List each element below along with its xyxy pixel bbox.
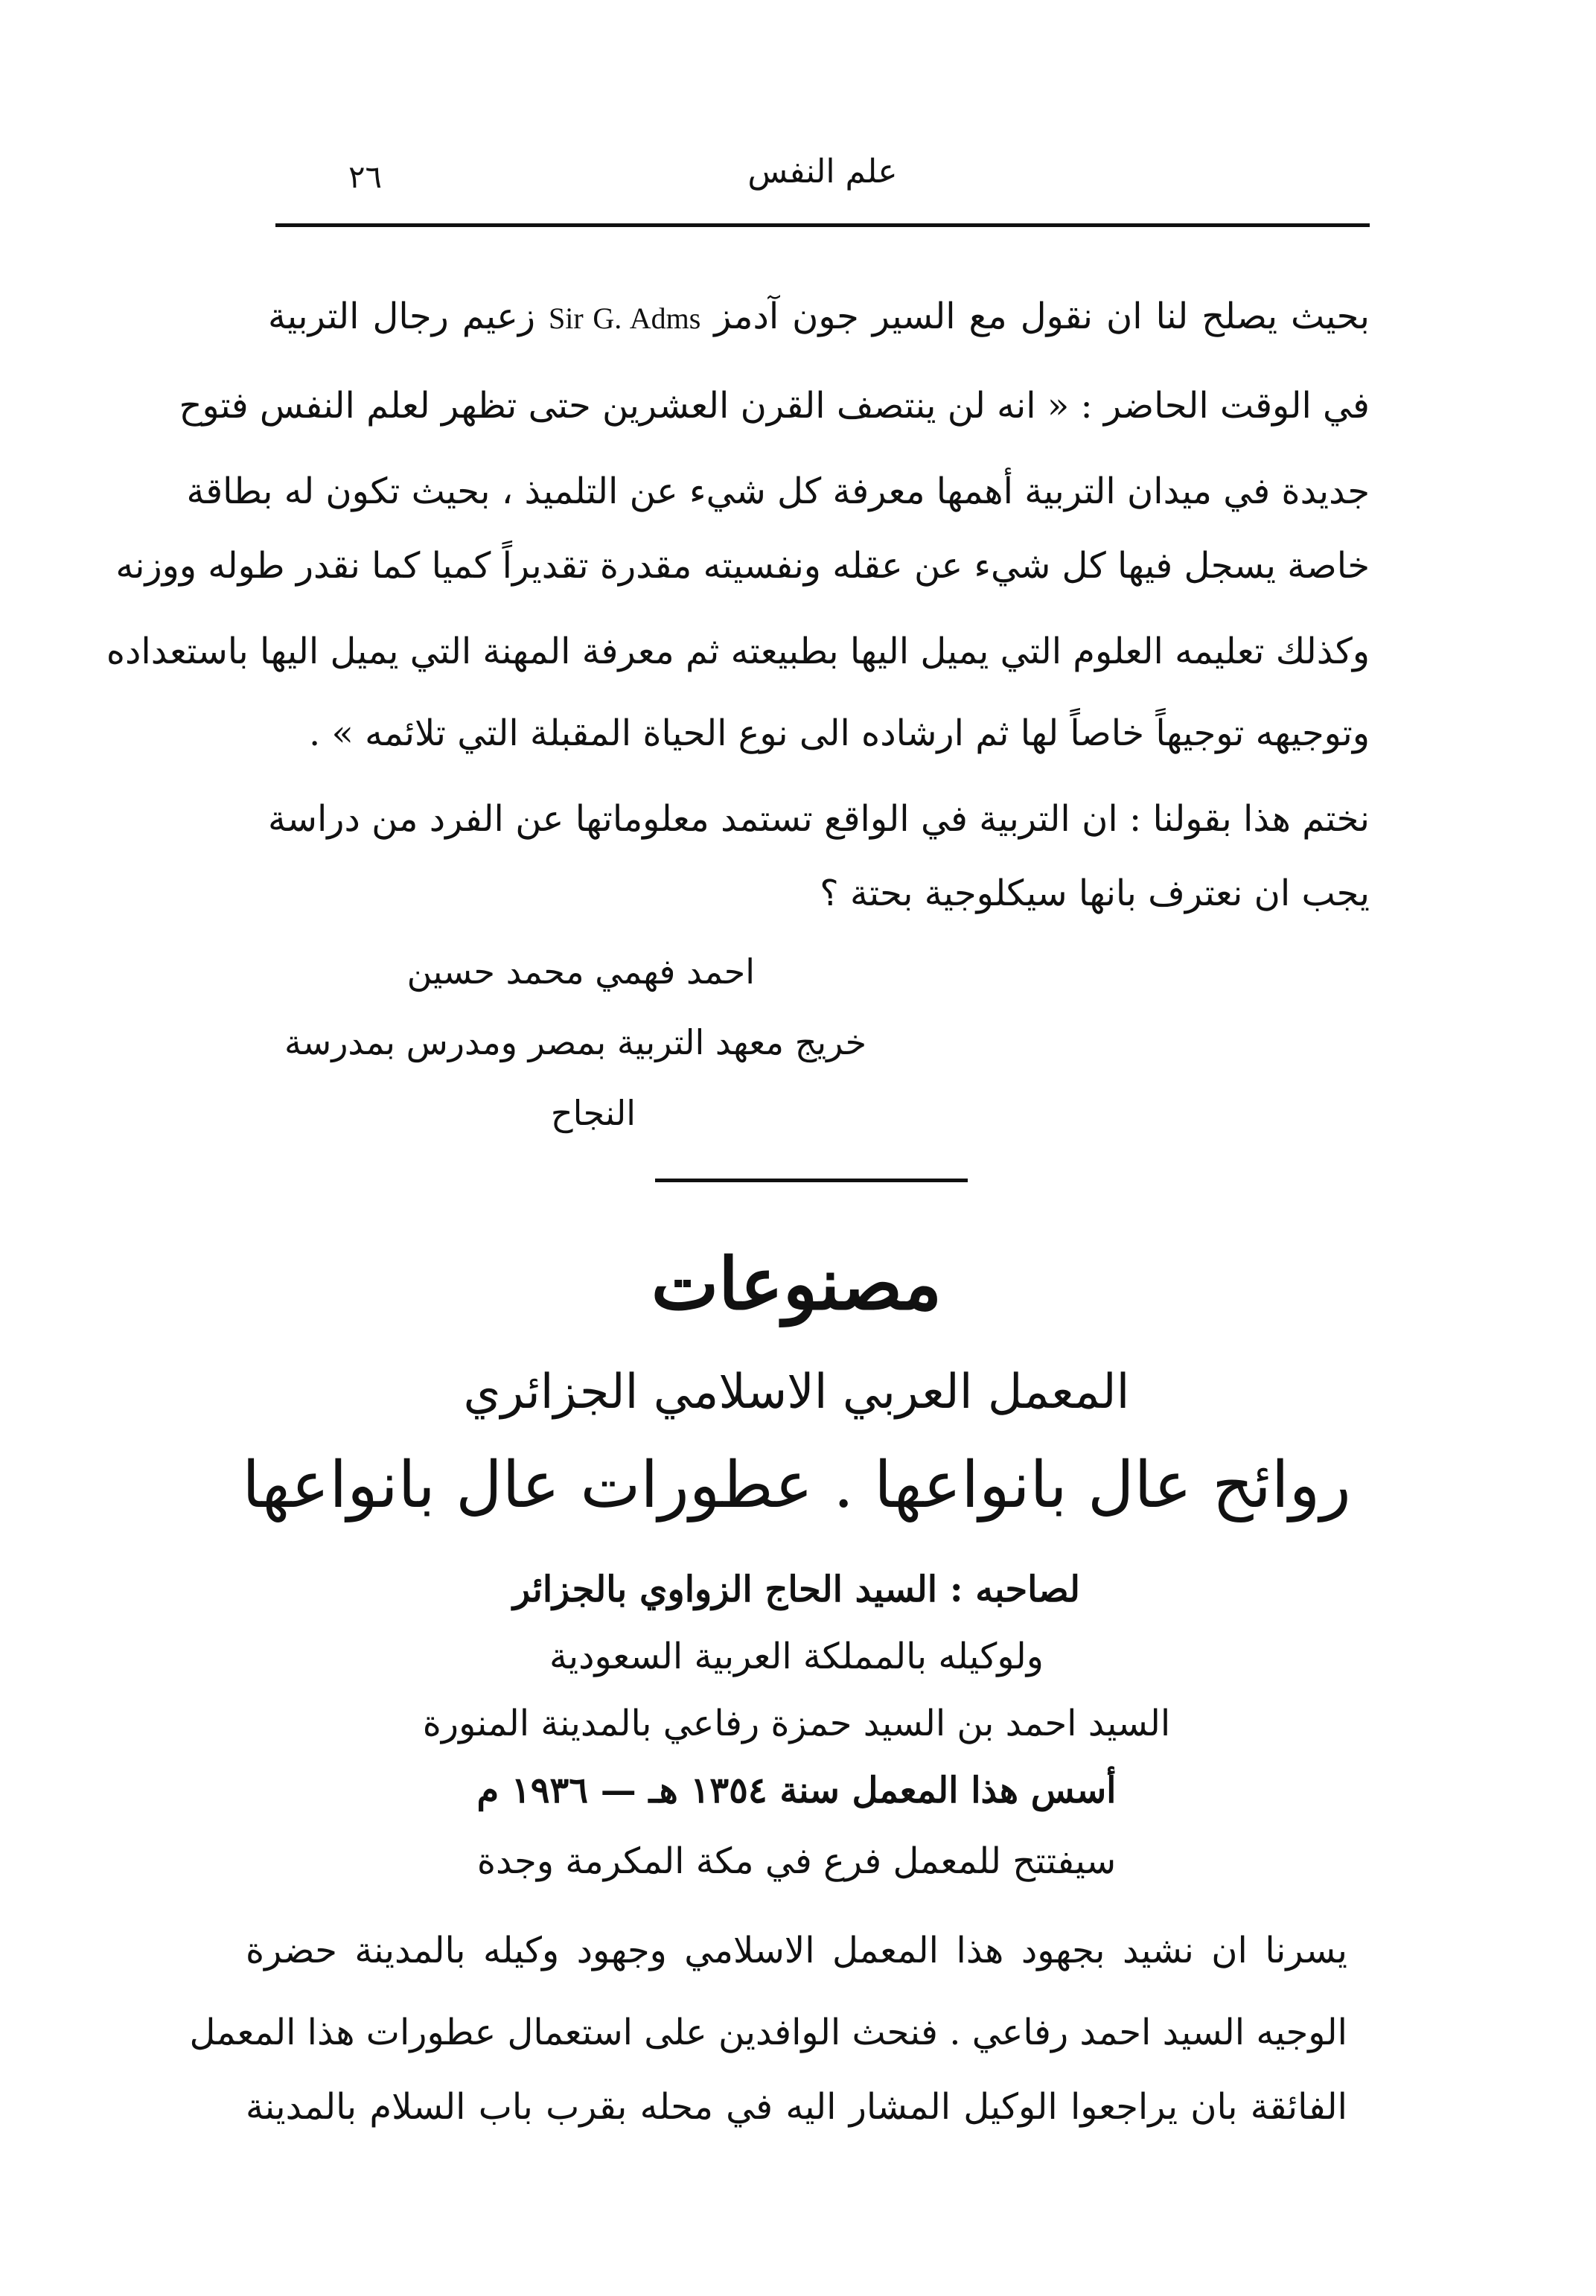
section-divider: [655, 1179, 968, 1182]
ad-paragraph-line: يسرنا ان نشيد بجهود هذا المعمل الاسلامي وجهود وكيله بالمدينة حضرة: [246, 1930, 1347, 1971]
page-number: ٢٦: [348, 159, 383, 195]
article-line: جديدة في ميدان التربية أهمها معرفة كل شيء عن التلميذ ، بحيث تكون له بطاقة: [186, 471, 1370, 512]
ad-slogan: روائح عال بانواعها . عطورات عال بانواعها: [242, 1448, 1351, 1522]
ad-founded: أسس هذا المعمل سنة ١٣٥٤ هـ — ١٩٣٦ م: [476, 1770, 1117, 1811]
article-line: خاصة يسجل فيها كل شيء عن عقله ونفسيته مقدرة تقديراً كميا كما نقدر طوله ووزنه: [115, 545, 1370, 587]
running-title: علم النفس: [747, 153, 898, 191]
ad-agent-name: السيد احمد بن السيد حمزة رفاعي بالمدينة المنورة: [422, 1703, 1171, 1744]
article-line: في الوقت الحاضر : « انه لن ينتصف القرن العشرين حتى تظهر لعلم النفس فتوح: [179, 385, 1370, 427]
author-affiliation: خريج معهد التربية بمصر ومدرس بمدرسة: [284, 1022, 866, 1062]
ad-branch: سيفتتح للمعمل فرع في مكة المكرمة وجدة: [476, 1840, 1117, 1882]
page-header: [275, 153, 1370, 205]
article-line: يجب ان نعترف بانها سيكلوجية بحتة ؟: [820, 873, 1370, 914]
article-line: وتوجيهه توجيهاً خاصاً لها ثم ارشاده الى نوع الحياة المقبلة التي تلائمه » .: [309, 712, 1370, 754]
article-line: بحيث يصلح لنا ان نقول مع السير جون آدمز Sir G. Adms زعيم رجال التربية: [268, 296, 1370, 337]
ad-agent-intro: ولوكيله بالمملكة العربية السعودية: [549, 1636, 1044, 1677]
ad-subtitle: المعمل العربي الاسلامي الجزائري: [463, 1365, 1130, 1420]
author-name: احمد فهمي محمد حسين: [406, 951, 755, 992]
ad-title: مصنوعات: [651, 1242, 942, 1326]
ad-owner: لصاحبه : السيد الحاج الزواوي بالجزائر: [512, 1569, 1081, 1610]
ad-paragraph-line: الوجيه السيد احمد رفاعي . فنحث الوافدين على استعمال عطورات هذا المعمل: [189, 2012, 1347, 2053]
latin-name: Sir G. Adms: [548, 302, 701, 335]
author-school: النجاح: [550, 1093, 636, 1133]
ad-paragraph-line: الفائقة بان يراجعوا الوكيل المشار اليه في محله بقرب باب السلام بالمدينة: [246, 2086, 1347, 2128]
article-line: وكذلك تعليمه العلوم التي يميل اليها بطبيعته ثم معرفة المهنة التي يميل اليها باستعداده: [106, 631, 1370, 672]
article-line: نختم هذا بقولنا : ان التربية في الواقع تستمد معلوماتها عن الفرد من دراسة: [268, 798, 1370, 840]
header-divider: [275, 223, 1370, 227]
